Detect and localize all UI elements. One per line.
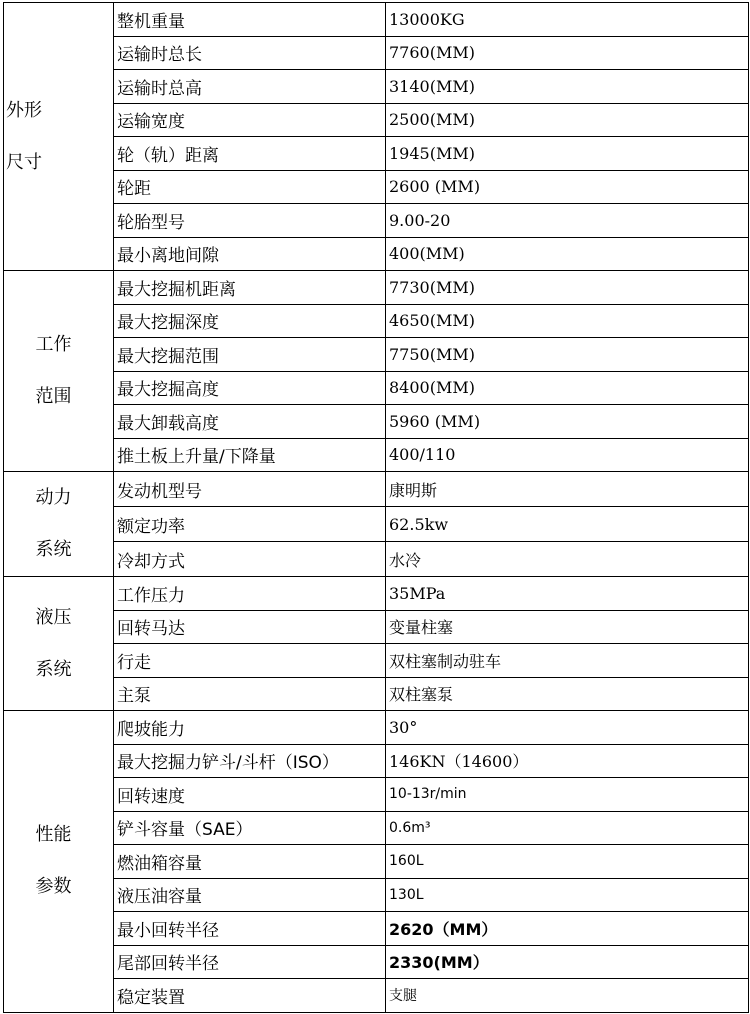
table-row xyxy=(4,137,749,171)
spec-name: 轮距 xyxy=(114,170,386,204)
spec-value: 35MPa xyxy=(386,577,749,611)
spec-value: 7730(MM) xyxy=(386,271,749,305)
table-row xyxy=(4,744,749,778)
table-row xyxy=(4,3,749,37)
table-row xyxy=(4,405,749,439)
spec-name: 回转速度 xyxy=(114,778,386,812)
spec-value: 30° xyxy=(386,711,749,745)
spec-value: 130L xyxy=(386,878,749,912)
spec-name: 铲斗容量（SAE） xyxy=(114,811,386,845)
spec-value: 双柱塞泵 xyxy=(386,677,749,711)
spec-name: 最小回转半径 xyxy=(114,912,386,946)
group-label-hydraulic-system: 液压 系统 xyxy=(4,577,114,711)
spec-value: 400/110 xyxy=(386,438,749,472)
table-row xyxy=(4,36,749,70)
spec-value: 10-13r/min xyxy=(386,778,749,812)
table-row xyxy=(4,878,749,912)
spec-name: 稳定装置 xyxy=(114,979,386,1013)
spec-value: 1945(MM) xyxy=(386,137,749,171)
spec-value: 水冷 xyxy=(386,542,749,577)
table-row xyxy=(4,945,749,979)
spec-value: 400(MM) xyxy=(386,237,749,271)
spec-name: 行走 xyxy=(114,644,386,678)
spec-value: 160L xyxy=(386,845,749,879)
spec-name: 尾部回转半径 xyxy=(114,945,386,979)
table-row xyxy=(4,644,749,678)
spec-name: 运输宽度 xyxy=(114,103,386,137)
table-row xyxy=(4,70,749,104)
table-row xyxy=(4,170,749,204)
table-row xyxy=(4,711,749,745)
spec-value: 变量柱塞 xyxy=(386,610,749,644)
table-row xyxy=(4,845,749,879)
spec-name: 最大挖掘范围 xyxy=(114,338,386,372)
table-row xyxy=(4,677,749,711)
spec-value: 5960 (MM) xyxy=(386,405,749,439)
spec-table xyxy=(3,2,749,1013)
spec-name: 运输时总长 xyxy=(114,36,386,70)
table-row xyxy=(4,912,749,946)
spec-name: 回转马达 xyxy=(114,610,386,644)
table-row xyxy=(4,204,749,238)
group-label-power-system: 动力 系统 xyxy=(4,472,114,577)
table-row xyxy=(4,338,749,372)
table-row xyxy=(4,542,749,577)
spec-value: 2330(MM） xyxy=(386,945,749,979)
spec-value: 62.5kw xyxy=(386,507,749,542)
spec-value: 2600 (MM) xyxy=(386,170,749,204)
spec-name: 燃油箱容量 xyxy=(114,845,386,879)
spec-name: 工作压力 xyxy=(114,577,386,611)
spec-value: 146KN（14600） xyxy=(386,744,749,778)
spec-value: 9.00-20 xyxy=(386,204,749,238)
group-label-working-range: 工作 范围 xyxy=(4,271,114,472)
spec-value: 双柱塞制动驻车 xyxy=(386,644,749,678)
table-row xyxy=(4,237,749,271)
spec-name: 爬坡能力 xyxy=(114,711,386,745)
spec-value: 2500(MM) xyxy=(386,103,749,137)
spec-name: 整机重量 xyxy=(114,3,386,37)
table-row xyxy=(4,304,749,338)
table-row xyxy=(4,811,749,845)
table-row xyxy=(4,271,749,305)
table-row xyxy=(4,979,749,1013)
table-row xyxy=(4,438,749,472)
spec-name: 最大挖掘机距离 xyxy=(114,271,386,305)
table-row xyxy=(4,371,749,405)
spec-name: 发动机型号 xyxy=(114,472,386,507)
spec-value: 4650(MM) xyxy=(386,304,749,338)
table-row xyxy=(4,577,749,611)
spec-name: 最小离地间隙 xyxy=(114,237,386,271)
spec-name: 主泵 xyxy=(114,677,386,711)
spec-value: 康明斯 xyxy=(386,472,749,507)
spec-name: 推土板上升量/下降量 xyxy=(114,438,386,472)
group-label-performance: 性能 参数 xyxy=(4,711,114,1013)
spec-value: 2620（MM） xyxy=(386,912,749,946)
spec-name: 最大挖掘深度 xyxy=(114,304,386,338)
table-row xyxy=(4,778,749,812)
table-row xyxy=(4,610,749,644)
spec-name: 液压油容量 xyxy=(114,878,386,912)
table-row xyxy=(4,103,749,137)
spec-name: 最大挖掘高度 xyxy=(114,371,386,405)
spec-value: 支腿 xyxy=(386,979,749,1013)
spec-name: 额定功率 xyxy=(114,507,386,542)
spec-value: 3140(MM) xyxy=(386,70,749,104)
spec-name: 最大挖掘力铲斗/斗杆（ISO） xyxy=(114,744,386,778)
spec-value: 8400(MM) xyxy=(386,371,749,405)
spec-value: 13000KG xyxy=(386,3,749,37)
spec-name: 冷却方式 xyxy=(114,542,386,577)
spec-name: 轮（轨）距离 xyxy=(114,137,386,171)
spec-value: 7750(MM) xyxy=(386,338,749,372)
spec-name: 运输时总高 xyxy=(114,70,386,104)
table-row xyxy=(4,507,749,542)
group-label-dimensions: 外形 尺寸 xyxy=(4,3,114,271)
spec-value: 0.6m³ xyxy=(386,811,749,845)
spec-name: 最大卸载高度 xyxy=(114,405,386,439)
table-row xyxy=(4,472,749,507)
spec-value: 7760(MM) xyxy=(386,36,749,70)
spec-name: 轮胎型号 xyxy=(114,204,386,238)
